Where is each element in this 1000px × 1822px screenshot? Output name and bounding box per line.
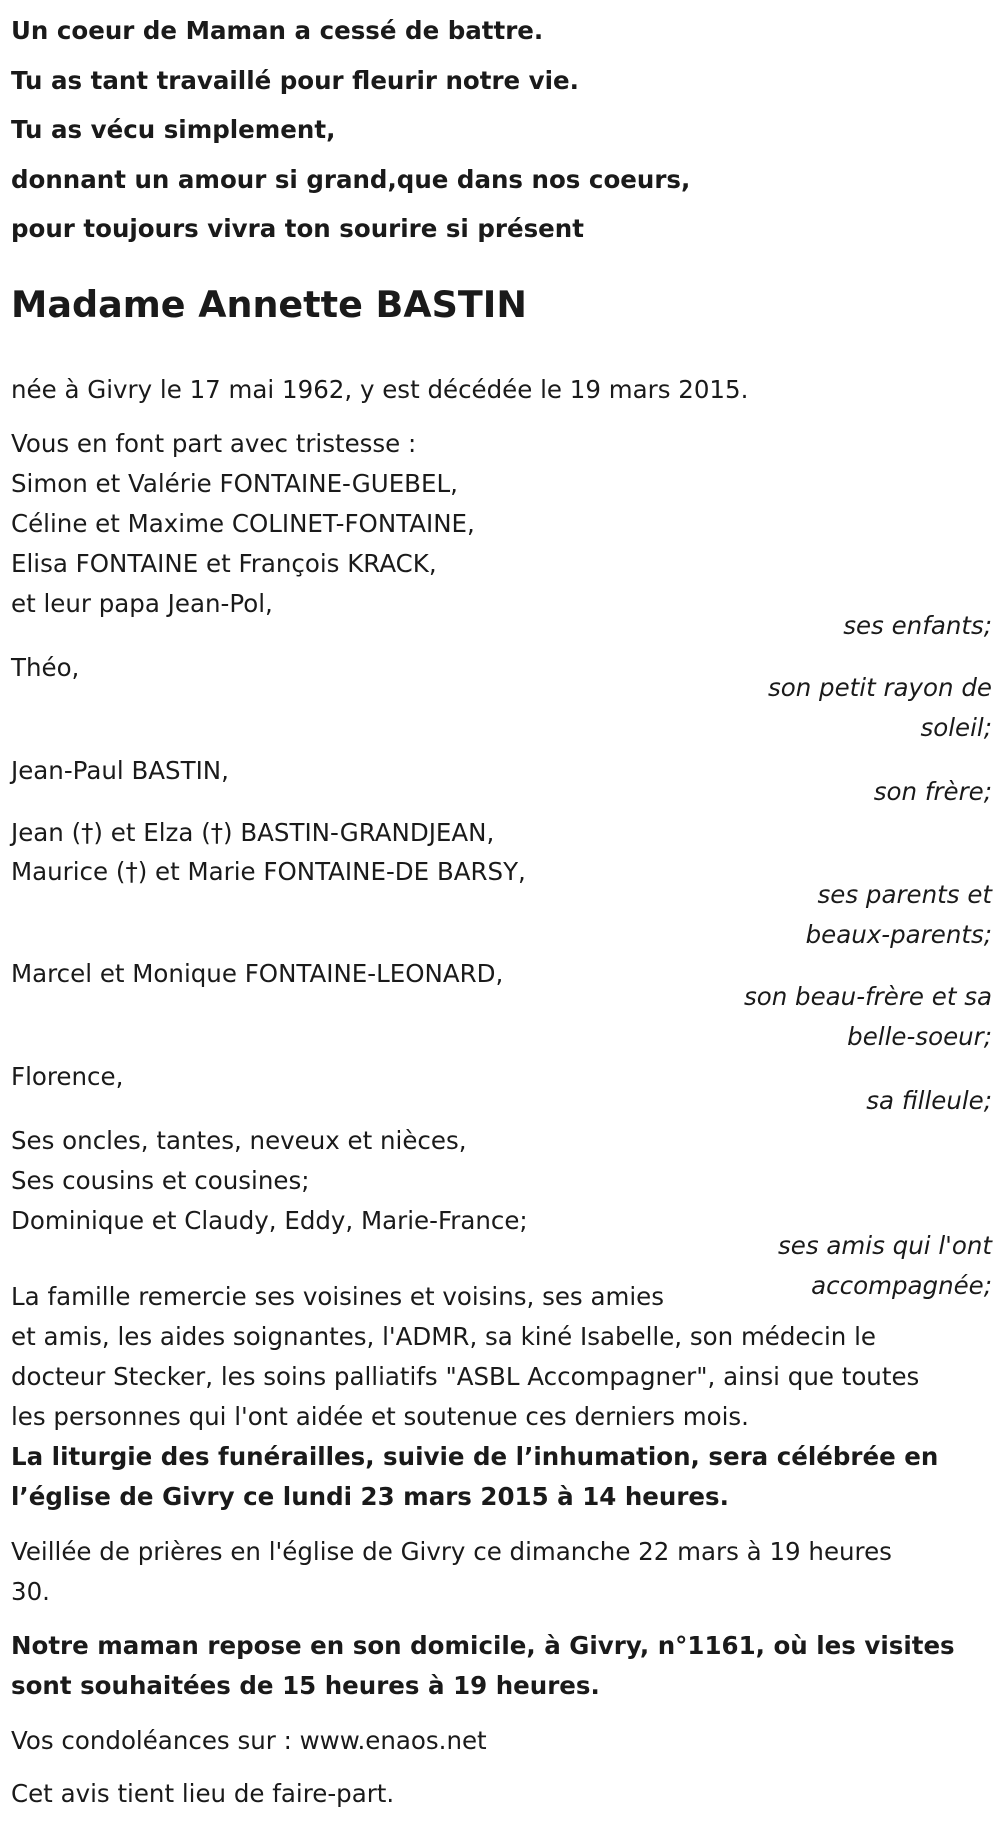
- vigil-line: Veillée de prières en l'église de Givry ce dimanche 22 mars à 19 heures: [11, 1537, 892, 1566]
- family-member-line: Florence,: [11, 1062, 124, 1091]
- condolences-line: Vos condoléances sur : www.enaos.net: [11, 1726, 487, 1755]
- repose-line: sont souhaitées de 15 heures à 19 heures.: [11, 1671, 600, 1700]
- poem-line: Un coeur de Maman a cessé de battre.: [11, 16, 544, 45]
- relation-inlaws: [702, 977, 992, 1057]
- relation-line: beaux-parents;: [805, 920, 992, 949]
- thanks-paragraph: [11, 1277, 1000, 1437]
- repose-paragraph: [11, 1626, 1000, 1706]
- family-member-line: Marcel et Monique FONTAINE-LEONARD,: [11, 959, 504, 988]
- repose-line: Notre maman repose en son domicile, à Givry, n°1161, où les visites: [11, 1631, 955, 1660]
- family-member-line: Ses oncles, tantes, neveux et nièces,: [11, 1126, 467, 1155]
- family-member-line: Simon et Valérie FONTAINE-GUEBEL,: [11, 469, 458, 498]
- funeral-line: La liturgie des funérailles, suivie de l’inhumation, sera célébrée en: [11, 1442, 939, 1471]
- poem: [11, 6, 971, 254]
- funeral-line: l’église de Givry ce lundi 23 mars 2015 à 14 heures.: [11, 1482, 729, 1511]
- relation-line: ses amis qui l'ont: [778, 1231, 992, 1260]
- thanks-line: docteur Stecker, les soins palliatifs "ASBL Accompagner", ainsi que toutes: [11, 1362, 920, 1391]
- announcement-intro: Vous en font part avec tristesse :: [11, 429, 417, 458]
- family-member-line: Céline et Maxime COLINET-FONTAINE,: [11, 509, 475, 538]
- thanks-line: les personnes qui l'ont aidée et soutenue ces derniers mois.: [11, 1402, 749, 1431]
- thanks-line: La famille remercie ses voisines et voisins, ses amies: [11, 1282, 664, 1311]
- birth-death-line: née à Givry le 17 mai 1962, y est décédée le 19 mars 2015.: [11, 375, 749, 404]
- poem-line: pour toujours vivra ton sourire si présent: [11, 214, 584, 243]
- family-member-line: et leur papa Jean-Pol,: [11, 589, 273, 618]
- relation-brother: son frère;: [873, 777, 992, 806]
- relation-line: belle-soeur;: [847, 1022, 992, 1051]
- family-member-line: Dominique et Claudy, Eddy, Marie-France;: [11, 1206, 528, 1235]
- funeral-paragraph: [11, 1437, 1000, 1517]
- family-member-line: Ses cousins et cousines;: [11, 1166, 310, 1195]
- family-member-line: Jean-Paul BASTIN,: [11, 756, 229, 785]
- family-member-line: Théo,: [11, 653, 80, 682]
- relation-line: ses parents et: [817, 880, 992, 909]
- poem-line: Tu as tant travaillé pour fleurir notre vie.: [11, 65, 579, 95]
- poem-line: Tu as vécu simplement,: [11, 115, 336, 144]
- vigil-paragraph: [11, 1532, 1000, 1612]
- thanks-line: et amis, les aides soignantes, l'ADMR, sa kiné Isabelle, son médecin le: [11, 1322, 876, 1351]
- deceased-name: Madame Annette BASTIN: [11, 283, 527, 326]
- family-member-line: Elisa FONTAINE et François KRACK,: [11, 549, 437, 578]
- vigil-line: 30.: [11, 1577, 50, 1606]
- relation-line: son beau-frère et sa: [743, 982, 992, 1011]
- notice-line: Cet avis tient lieu de faire-part.: [11, 1779, 395, 1808]
- relation-line: soleil;: [920, 713, 992, 742]
- relation-parents: [702, 875, 992, 955]
- family-member-line: Maurice (†) et Marie FONTAINE-DE BARSY,: [11, 857, 526, 886]
- relation-goddaughter: sa filleule;: [866, 1086, 992, 1115]
- relation-children: ses enfants;: [843, 611, 992, 640]
- relation-line: son petit rayon de: [767, 673, 992, 702]
- family-member-line: Jean (†) et Elza (†) BASTIN-GRANDJEAN,: [11, 818, 495, 847]
- relation-grandchild: [702, 668, 992, 748]
- poem-line: donnant un amour si grand,que dans nos coeurs,: [11, 164, 691, 194]
- relation-line: accompagnée;: [811, 1271, 992, 1300]
